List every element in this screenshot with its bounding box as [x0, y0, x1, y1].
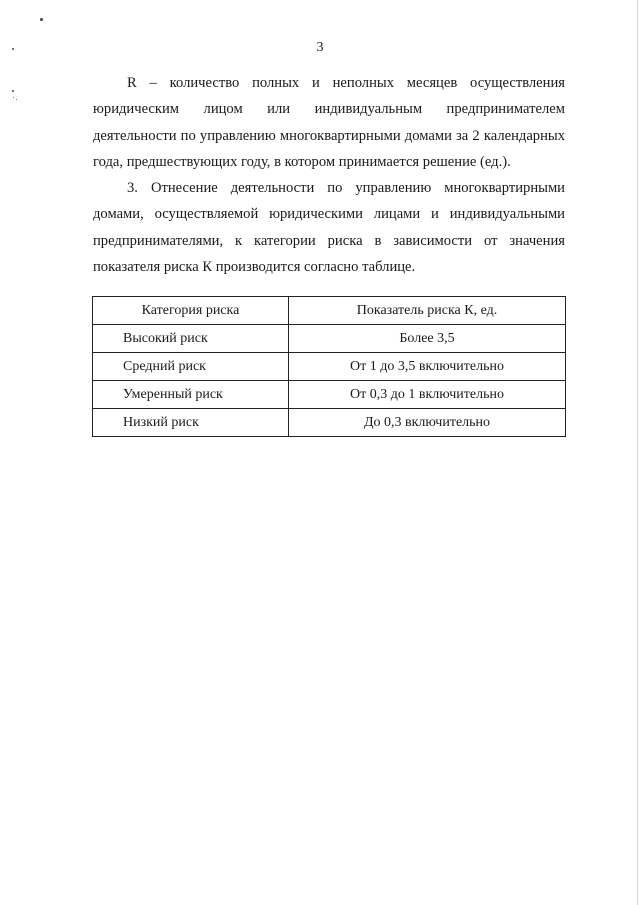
risk-category-table — [92, 296, 566, 437]
header-risk-category: Категория риска — [93, 297, 289, 325]
risk-indicator-cell: От 1 до 3,5 включительно — [289, 353, 566, 381]
risk-indicator-cell: Более 3,5 — [289, 325, 566, 353]
scan-speck — [40, 18, 43, 21]
header-risk-indicator: Показатель риска К, ед. — [289, 297, 566, 325]
scan-edge — [637, 0, 638, 905]
table-header-row — [93, 297, 566, 325]
table-row — [93, 381, 566, 409]
body-text — [93, 70, 565, 280]
risk-category-cell: Умеренный риск — [93, 381, 289, 409]
scan-speck — [13, 97, 14, 98]
table-row — [93, 409, 566, 437]
page-number: 3 — [316, 40, 324, 55]
scan-speck — [12, 90, 14, 92]
table-row — [93, 325, 566, 353]
risk-indicator-cell: От 0,3 до 1 включительно — [289, 381, 566, 409]
scan-speck — [16, 99, 17, 100]
risk-category-cell: Средний риск — [93, 353, 289, 381]
paragraph-r-definition: R – количество полных и неполных месяцев осуществления юридическим лицом или индивидуальным предпринимателем деятельности по управлению многоквартирными домами за 2 календарных года, предшествующих году, в котором принимается решение (ед.). — [93, 75, 565, 170]
risk-indicator-cell: До 0,3 включительно — [289, 409, 566, 437]
paragraph-risk-categorization: 3. Отнесение деятельности по управлению многоквартирными домами, осуществляемой юридическими лицами и индивидуальными предпринимателями, к категории риска в зависимости от значения показателя риска К производится согласно таблице. — [93, 180, 565, 276]
risk-category-cell: Высокий риск — [93, 325, 289, 353]
risk-category-cell: Низкий риск — [93, 409, 289, 437]
table-row — [93, 353, 566, 381]
